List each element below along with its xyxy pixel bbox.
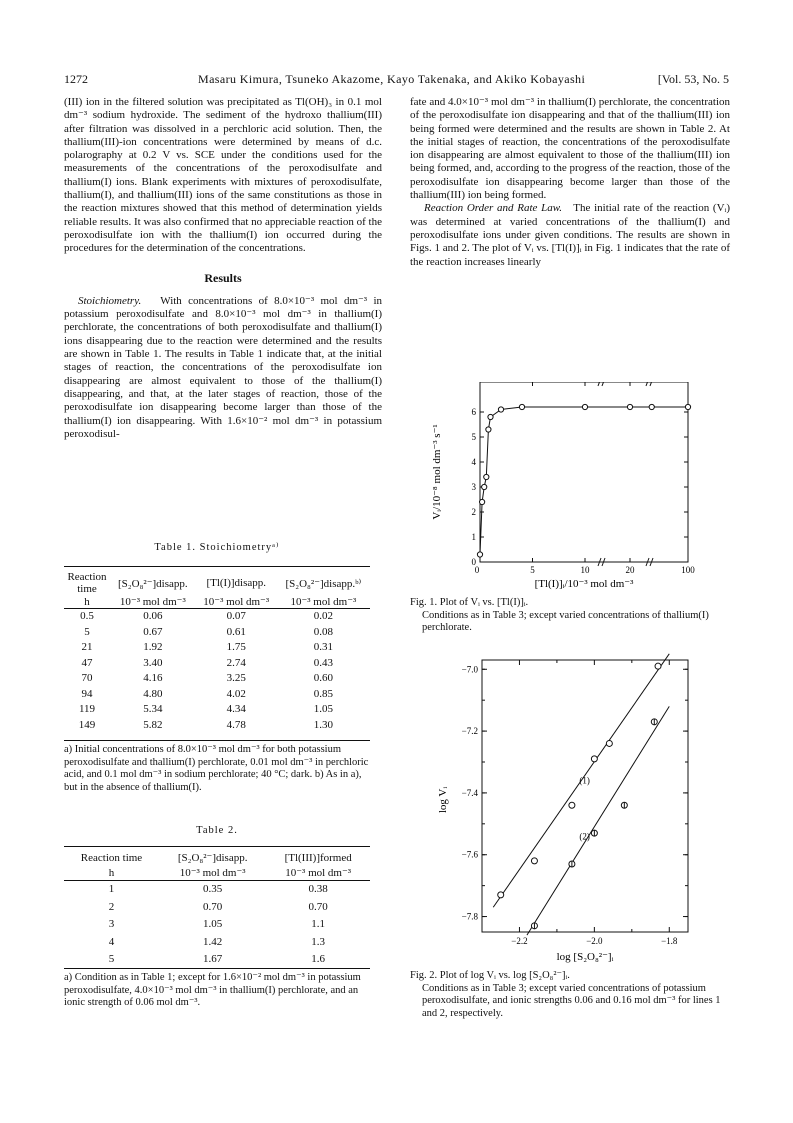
- table2-units-row: [64, 865, 370, 881]
- table1-cell: 1.05: [313, 703, 333, 715]
- table1-unit: 10⁻³ mol dm⁻³: [203, 596, 270, 608]
- table1-row: [64, 687, 370, 703]
- table2-unit: h: [108, 866, 115, 879]
- right-column: [410, 96, 730, 269]
- fig2-y-axis-label: log Vᵢ: [437, 786, 449, 814]
- fig2-point-series-1: [606, 740, 612, 746]
- table1-cell: 70: [81, 672, 93, 684]
- fig2-fit-line-2: [527, 706, 669, 935]
- table1-row: [64, 656, 370, 672]
- fig1-point: [498, 407, 503, 412]
- table1-cell: 4.02: [226, 687, 246, 700]
- fig2-frame: [482, 660, 688, 932]
- table2-cell: 0.35: [203, 883, 223, 895]
- table2-caption: Table 2.: [196, 825, 238, 836]
- figure1-plot: [420, 382, 720, 594]
- table2-header: Reaction time: [80, 851, 143, 864]
- fig2-x-axis-label: log [S₂O₈²⁻]ᵢ: [556, 951, 614, 963]
- fig2-y-tick-label: −7.0: [461, 664, 478, 675]
- table1-row: [64, 702, 370, 718]
- fig1-caption-body: Conditions as in Table 3; except varied concentrations of thallium(I) perchlorate.: [422, 609, 709, 633]
- fig2-y-tick-label: −7.4: [461, 787, 478, 798]
- table1-header: [S₂O₈²⁻]disapp.ᵇ⁾: [285, 577, 362, 590]
- fig1-point: [519, 404, 524, 409]
- fig2-x-tick-label: −2.0: [586, 936, 603, 946]
- fig2-point-series-1: [591, 756, 597, 762]
- table1-cell: 0.07: [226, 610, 246, 622]
- fig1-axis-break: [646, 382, 649, 386]
- table1-cell: 0.5: [80, 610, 94, 622]
- table2-cell: 2: [108, 900, 115, 913]
- table1-row: [64, 718, 370, 734]
- table2-cell: 1: [108, 883, 115, 895]
- table1-cell: 0.61: [226, 625, 246, 638]
- fig1-x-tick-label: 0: [474, 565, 480, 575]
- table1-cell: 3.25: [226, 672, 246, 684]
- table1-header: [Tl(I)]disapp.: [206, 577, 266, 589]
- table2-row: [64, 951, 370, 969]
- table1-caption-wrap: [64, 541, 370, 553]
- table1-cell: 5: [84, 625, 90, 638]
- table2-note: a) Condition as in Table 1; except for 1.6×10⁻² mol dm⁻³ in potassium peroxodisulfate, 4.0×10⁻³ mol dm⁻³ in thallium(I) perchlorate, and an ionic strength of 0.06 mol dm⁻³.: [64, 968, 370, 1010]
- fig1-y-tick-label: 6: [471, 407, 476, 417]
- fig2-x-tick-label: −2.2: [511, 936, 528, 946]
- table2-unit: 10⁻³ mol dm⁻³: [179, 867, 246, 879]
- table2-cell: 1.6: [311, 953, 326, 965]
- table1-cell: 3.40: [143, 656, 163, 669]
- table1-unit: 10⁻³ mol dm⁻³: [290, 596, 357, 608]
- table2-cell: 0.70: [203, 900, 223, 913]
- fig1-point: [486, 427, 491, 432]
- fig1-y-tick-label: 4: [471, 457, 476, 467]
- table1-cell: 2.74: [226, 656, 246, 669]
- fig1-x-axis-label: [Tl(I)]ᵢ/10⁻³ mol dm⁻³: [534, 578, 634, 590]
- table1-cell: 119: [78, 703, 96, 715]
- figure1-caption: [410, 597, 730, 635]
- figure2-caption: [410, 970, 730, 1020]
- table1-row: [64, 640, 370, 656]
- table1-header: Reaction time: [67, 571, 107, 595]
- table1-row: [64, 625, 370, 641]
- table1-cell: 4.34: [226, 703, 246, 715]
- left-column: [64, 96, 382, 441]
- table2-header: [Tl(III)]formed: [284, 851, 352, 864]
- table2-unit: 10⁻³ mol dm⁻³: [285, 867, 352, 879]
- table1-row: [64, 609, 370, 625]
- table1-header-row: [64, 567, 370, 596]
- fig1-axis-break: [598, 382, 601, 386]
- table1-cell: 4.16: [143, 672, 163, 684]
- fig1-point: [477, 552, 482, 557]
- fig1-y-tick-label: 2: [471, 507, 476, 517]
- fig1-point: [482, 484, 487, 489]
- table1-cell: 5.34: [143, 703, 163, 715]
- table1: [64, 566, 370, 733]
- table1-cell: 0.31: [313, 641, 333, 653]
- table1-caption: Table 1. Stoichiometryᵃ⁾: [154, 542, 280, 553]
- table2-caption-wrap: [64, 825, 370, 836]
- table2-header: [S₂O₈²⁻]disapp.: [177, 852, 248, 864]
- section-title: Results: [204, 270, 242, 285]
- table2-cell: 4: [108, 935, 115, 948]
- paragraph-methods: (III) ion in the filtered solution was precipitated as Tl(OH)₃ in 0.1 mol dm⁻³ sodium hydroxide. The sediment of the hydroxo thallium(III) after filtration was dissolved in a perchloric acid solution. Then, the thallium(III)-ion concentrations were determined by means of d.c. polarography at 0.2 V vs. SCE under the conditions used for the measurements of the concentrations of the peroxodisulfate and thallium(I) ions. Blank experiments with mixtures of peroxodisulfate, thallium(I), and thallium(III) ions of the same constitutions as those in the reaction mixtures showed that this method of determination yields reliable results. It was also confirmed that no appreciable reaction of the peroxodisulfate ion with the thallium(I) ion occurred during the procedures for the determination of the concentrations.: [64, 96, 382, 255]
- table2-header-row: [64, 847, 370, 866]
- fig2-point-series-1: [655, 663, 661, 669]
- fig2-y-tick-label: −7.6: [461, 849, 478, 860]
- fig1-point: [484, 474, 489, 479]
- table2-cell: 0.70: [308, 900, 328, 913]
- table1-cell: 0.43: [313, 656, 333, 669]
- page-number: 1272: [64, 72, 88, 86]
- fig2-y-tick-label: −7.8: [461, 911, 478, 922]
- table1-cell: 0.60: [313, 672, 333, 684]
- figure2-plot: [420, 650, 720, 970]
- table2-row: [64, 881, 370, 899]
- fig1-point: [582, 404, 587, 409]
- author-line: Masaru Kimura, Tsuneko Akazome, Kayo Takenaka, and Akiko Kobayashi: [198, 72, 586, 86]
- fig1-y-tick-label: 1: [471, 532, 476, 542]
- table1-cell: 1.75: [226, 641, 246, 653]
- table2-cell: 1.1: [311, 918, 326, 930]
- table1-cell: 1.30: [313, 718, 333, 731]
- table2-cell: 1.42: [203, 935, 223, 948]
- table2-cell: 1.3: [311, 935, 326, 948]
- table1-cell: 0.02: [313, 610, 333, 622]
- paragraph-table2: fate and 4.0×10⁻³ mol dm⁻³ in thallium(I) perchlorate, the concentration of the peroxodisulfate ion disappearing and that of the thallium(III) ion being formed were determined and the results are shown in Table 2. At the initial stages of reaction, the concentrations of the peroxodisulfate ion disappearing are almost equivalent to those of the thallium(III) ion being formed, and, according to the progress of the reaction, those of the peroxodisulfate ion disappearing become larger than those of the thallium(III) ion being formed.: [410, 96, 730, 202]
- fig1-y-tick-label: 3: [471, 482, 476, 492]
- table1-cell: 0.08: [313, 625, 333, 638]
- fig2-point-series-1: [498, 892, 504, 898]
- fig1-y-axis-label: Vᵢ/10⁻⁸ mol dm⁻³ s⁻¹: [431, 424, 443, 520]
- table1-cell: 4.80: [143, 687, 163, 700]
- fig1-axis-break: [602, 382, 605, 386]
- table1-cell: 0.67: [143, 625, 163, 638]
- table1-cell: 0.06: [143, 610, 163, 622]
- fig1-axis-break: [650, 382, 653, 386]
- table1-unit: h: [84, 595, 90, 608]
- table1-note: a) Initial concentrations of 8.0×10⁻³ mol dm⁻³ for both potassium peroxodisulfate and thallium(I) perchlorate, 0.01 mol dm⁻³ in perchloric acid, and 0.1 mol dm⁻³ in sodium perchlorate; 40 °C; dark. b) As in a), but in the absence of thallium(I).: [64, 740, 370, 794]
- fig1-y-tick-label: 5: [471, 432, 476, 442]
- volume-info: [Vol. 53, No. 5: [657, 72, 729, 86]
- fig1-point: [649, 404, 654, 409]
- table2-cell: 5: [108, 953, 115, 965]
- order-lead: Reaction Order and Rate Law.: [424, 202, 563, 215]
- table1-cell: 1.92: [143, 641, 163, 653]
- fig1-x-tick-label: 5: [530, 565, 535, 575]
- table2-cell: 1.05: [203, 918, 223, 930]
- fig1-y-tick-label: 0: [471, 557, 476, 567]
- fig2-x-tick-label: −1.8: [661, 936, 678, 946]
- fig1-x-tick-label: 100: [681, 565, 695, 575]
- table1-cell: 149: [78, 718, 96, 731]
- table2-cell: 1.67: [203, 953, 223, 965]
- table1-cell: 47: [81, 656, 93, 669]
- table1-row: [64, 671, 370, 687]
- fig2-line1-label: (1): [579, 775, 590, 786]
- paragraph-order: Reaction Order and Rate Law. The initial rate of the reaction (Vᵢ) was determined at varied concentrations of the thallium(I) and peroxodisulfate ions under given conditions. The results are shown in Figs. 1 and 2. The plot of Vᵢ vs. [Tl(I)]ᵢ in Fig. 1 indicates that the rate of the reaction increases linearly: [410, 202, 731, 268]
- fig2-caption-body: Conditions as in Table 3; except varied concentrations of potassium peroxodisulfate, and ionic strengths 0.06 and 0.16 mol dm⁻³ for lines 1 and 2, respectively.: [422, 982, 721, 1019]
- table2-row: [64, 934, 370, 952]
- fig2-y-tick-label: −7.2: [461, 726, 478, 737]
- fig1-x-tick-label: 20: [625, 565, 635, 575]
- table2-row: [64, 916, 370, 934]
- fig2-point-series-1: [569, 802, 575, 808]
- fig2-line2-label: (2): [579, 831, 590, 842]
- table1-header: [S₂O₈²⁻]disapp.: [118, 577, 188, 590]
- paragraph-stoichiometry: Stoichiometry. With concentrations of 8.0×10⁻³ mol dm⁻³ in potassium peroxodisulfate and 8.0×10⁻³ mol dm⁻³ in thallium(I) perchlorate, the concentrations of both peroxodisulfate and thallium(I) ions disappearing due to the reaction were determined and the results are shown in Table 1. The results in Table 1 indicate that, at the initial stages of reaction, the concentrations of the peroxodisulfate ion disappearing are almost equivalent to those of the thallium(I) disappearing, and that, at the later stages of reaction, those of the peroxodisulfate ion disappearing become larger than those of the thallium(I) ion disappearing. With 1.6×10⁻² mol dm⁻³ in potassium peroxodisul-: [64, 294, 382, 440]
- fig1-x-tick-label: 10: [580, 565, 590, 575]
- fig1-point: [488, 414, 493, 419]
- fig1-point: [480, 499, 485, 504]
- table1-cell: 5.82: [143, 718, 163, 731]
- fig2-point-series-1: [531, 858, 537, 864]
- fig1-point: [627, 404, 632, 409]
- fig2-caption-title: Fig. 2. Plot of log Vᵢ vs. log [S₂O₈²⁻]ᵢ.: [410, 970, 570, 981]
- table2-cell: 3: [108, 918, 115, 930]
- table2-row: [64, 899, 370, 917]
- table1-cell: 21: [81, 641, 93, 653]
- fig1-caption-title: Fig. 1. Plot of Vᵢ vs. [Tl(I)]ᵢ.: [410, 597, 529, 608]
- table2: [64, 846, 370, 969]
- table1-cell: 94: [81, 687, 93, 700]
- fig1-point: [685, 404, 690, 409]
- table1-unit: 10⁻³ mol dm⁻³: [119, 596, 186, 608]
- stoichiometry-lead: Stoichiometry.: [78, 294, 142, 307]
- table1-cell: 4.78: [226, 718, 246, 731]
- table2-cell: 0.38: [308, 883, 328, 895]
- table1-cell: 0.85: [313, 687, 333, 700]
- fig1-curve: [480, 407, 688, 555]
- table1-units-row: [64, 595, 370, 609]
